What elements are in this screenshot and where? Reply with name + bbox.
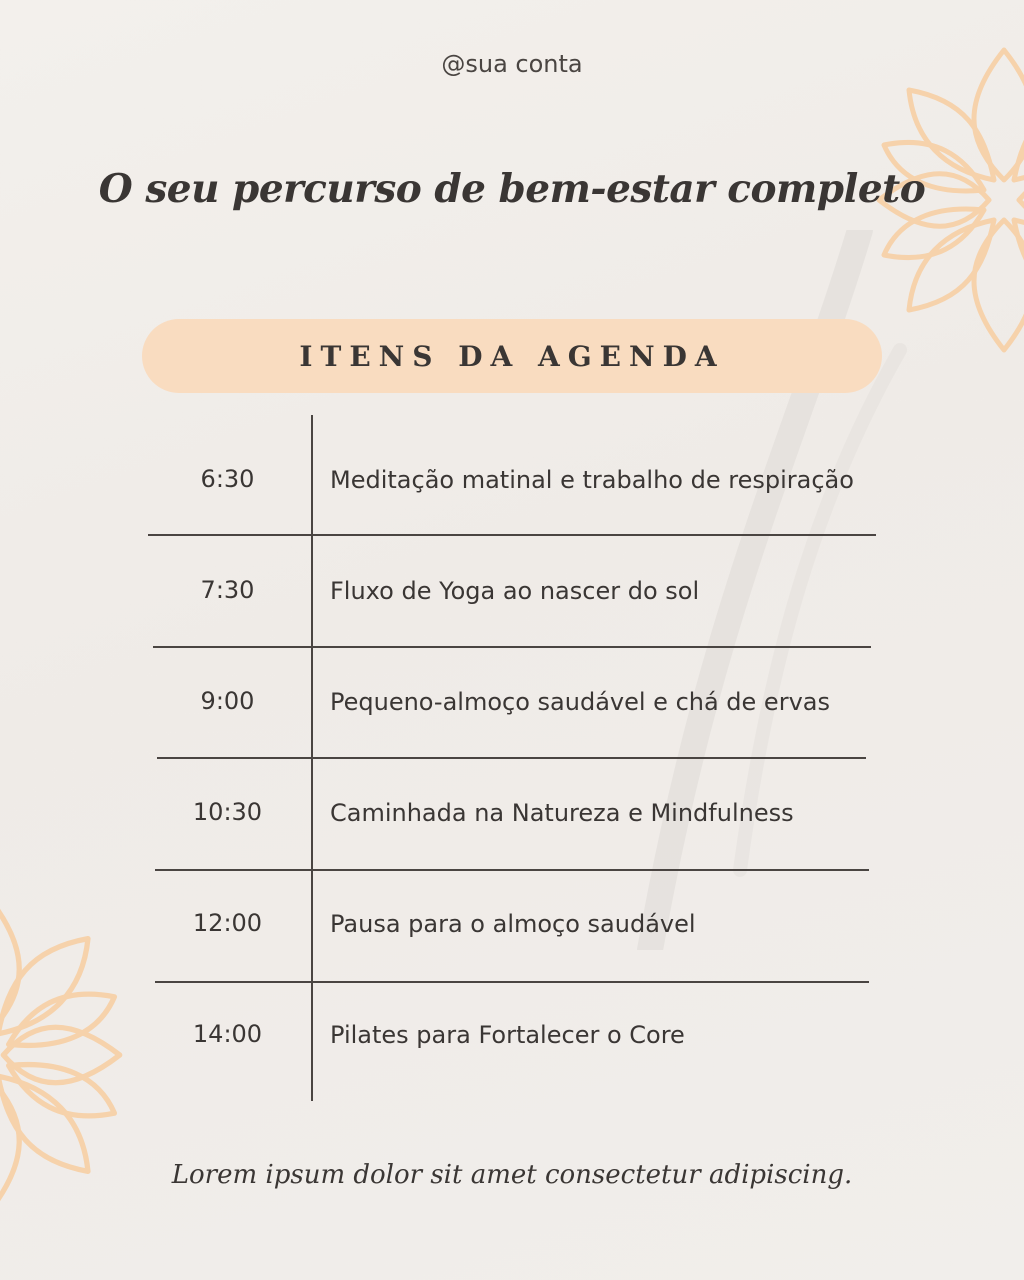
- agenda-row-divider: [148, 534, 876, 536]
- agenda-time: 14:00: [192, 1020, 263, 1048]
- account-handle: @sua conta: [441, 50, 583, 78]
- section-header-label: ITENS DA AGENDA: [299, 339, 725, 373]
- agenda-activity: Meditação matinal e trabalho de respiração: [330, 466, 854, 494]
- agenda-activity: Fluxo de Yoga ao nascer do sol: [330, 577, 700, 605]
- page-title: O seu percurso de bem-estar completo: [98, 166, 926, 212]
- agenda-activity: Pequeno-almoço saudável e chá de ervas: [330, 688, 830, 716]
- agenda-row-divider: [155, 981, 869, 983]
- agenda-time: 12:00: [192, 909, 263, 937]
- agenda-time: 10:30: [192, 798, 263, 826]
- section-header-pill: [142, 319, 882, 393]
- agenda-row-divider: [155, 869, 869, 871]
- agenda-time: 6:30: [200, 465, 255, 493]
- agenda-time: 7:30: [200, 576, 255, 604]
- agenda-row-divider: [153, 646, 871, 648]
- agenda-row-divider: [157, 757, 866, 759]
- agenda-activity: Pilates para Fortalecer o Core: [330, 1021, 685, 1049]
- agenda-activity: Pausa para o almoço saudável: [330, 910, 696, 938]
- agenda-activity: Caminhada na Natureza e Mindfulness: [330, 799, 794, 827]
- agenda-time: 9:00: [200, 687, 255, 715]
- footer-tagline: Lorem ipsum dolor sit amet consectetur adipiscing.: [171, 1160, 853, 1190]
